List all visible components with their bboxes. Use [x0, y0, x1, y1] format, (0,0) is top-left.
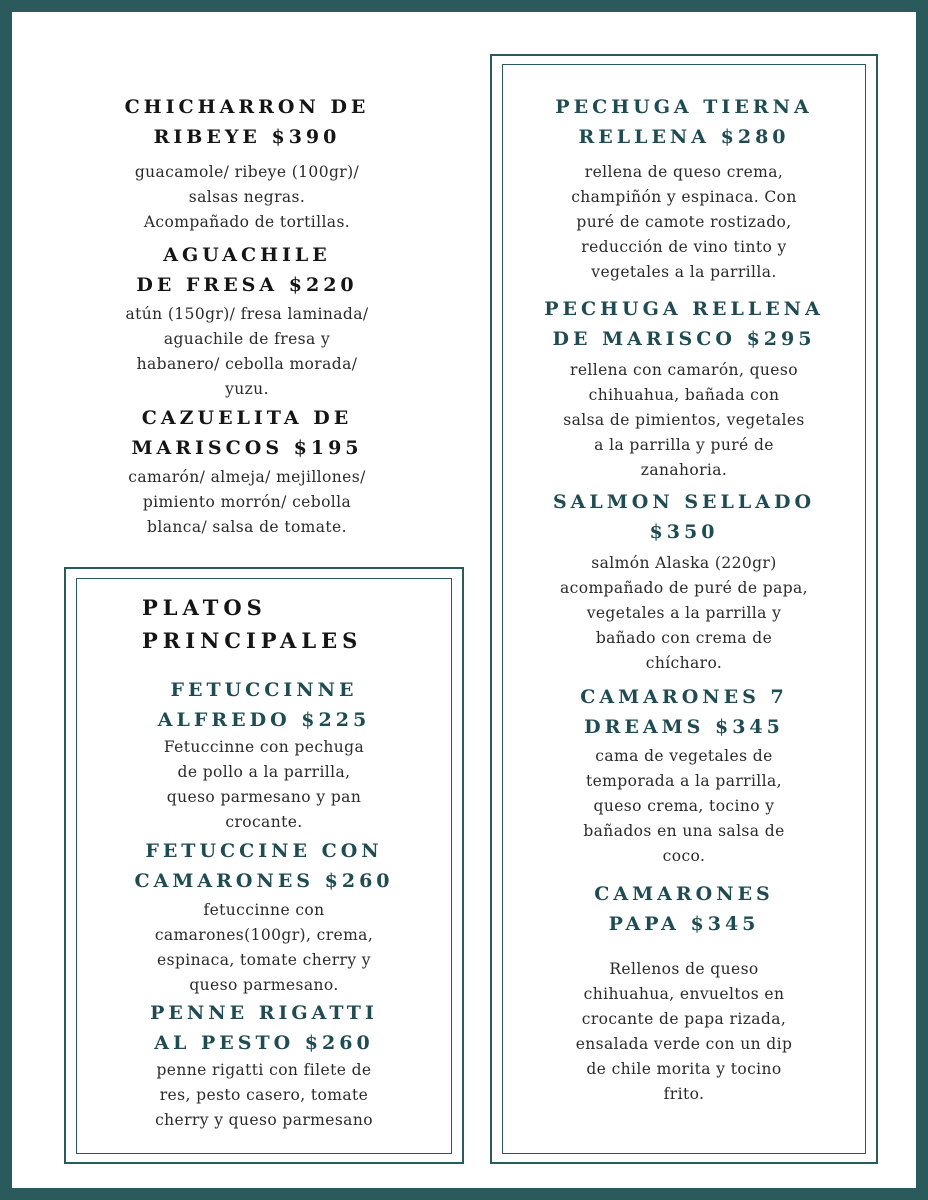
appetizer-cazuelita [82, 403, 412, 540]
dish-description: salmón Alaska (220gr) acompañado de puré de papa, vegetales a la parrilla y bañado con crema de chícharo. [559, 554, 809, 672]
appetizer-chicharron [82, 92, 412, 235]
dish-camarones-papa [512, 879, 856, 1107]
dish-title: CAZUELITA DE MARISCOS $195 [131, 407, 363, 459]
dish-description: camarón/ almeja/ mejillones/ pimiento morrón/ cebolla blanca/ salsa de tomate. [128, 468, 366, 536]
dish-salmon-sellado [512, 487, 856, 676]
dish-title: PECHUGA TIERNA RELLENA $280 [555, 96, 813, 148]
plato-fetuccinne-alfredo [92, 675, 436, 835]
dish-description: penne rigatti con filete de res, pesto casero, tomate cherry y queso parmesano [155, 1061, 373, 1129]
dish-description: guacamole/ ribeye (100gr)/ salsas negras. Acompañado de tortillas. [134, 163, 360, 231]
dish-title: PECHUGA RELLENA DE MARISCO $295 [544, 298, 824, 350]
dish-title: FETUCCINNE ALFREDO $225 [157, 679, 371, 731]
plato-fetuccine-camarones [92, 836, 436, 998]
dish-description: rellena de queso crema, champiñón y espinaca. Con puré de camote rostizado, reducción de vino tinto y vegetales a la parrilla. [571, 163, 797, 281]
dish-description: fetuccinne con camarones(100gr), crema, espinaca, tomate cherry y queso parmesano. [154, 901, 374, 994]
dish-title: FETUCCINE CON CAMARONES $260 [134, 840, 394, 892]
dish-camarones-7-dreams [512, 682, 856, 869]
platos-heading: PLATOS PRINCIPALES [142, 595, 363, 653]
dish-title: SALMON SELLADO $350 [552, 491, 816, 543]
dish-title: CAMARONES PAPA $345 [594, 883, 774, 935]
dish-title: CHICHARRON DE RIBEYE $390 [124, 96, 370, 148]
dish-description: rellena con camarón, queso chihuahua, bañada con salsa de pimientos, vegetales a la parrilla y puré de zanahoria. [563, 361, 805, 479]
dish-title: PENNE RIGATTI AL PESTO $260 [150, 1002, 378, 1054]
dish-pechuga-tierna [512, 92, 856, 285]
dish-description: cama de vegetales de temporada a la parrilla, queso crema, tocino y bañados en una salsa de coco. [583, 747, 785, 865]
dish-description: atún (150gr)/ fresa laminada/ aguachile de fresa y habanero/ cebolla morada/ yuzu. [125, 305, 369, 398]
dish-title: AGUACHILE DE FRESA $220 [136, 244, 358, 296]
appetizer-aguachile [82, 240, 412, 402]
dish-title: CAMARONES 7 DREAMS $345 [580, 686, 788, 738]
plato-penne-rigatti [92, 998, 436, 1133]
dish-description: Fetuccinne con pechuga de pollo a la parrilla, queso parmesano y pan crocante. [163, 738, 365, 831]
dish-description: Rellenos de queso chihuahua, envueltos en crocante de papa rizada, ensalada verde con un dip de chile morita y tocino frito. [575, 960, 793, 1103]
dish-pechuga-marisco [512, 294, 856, 483]
